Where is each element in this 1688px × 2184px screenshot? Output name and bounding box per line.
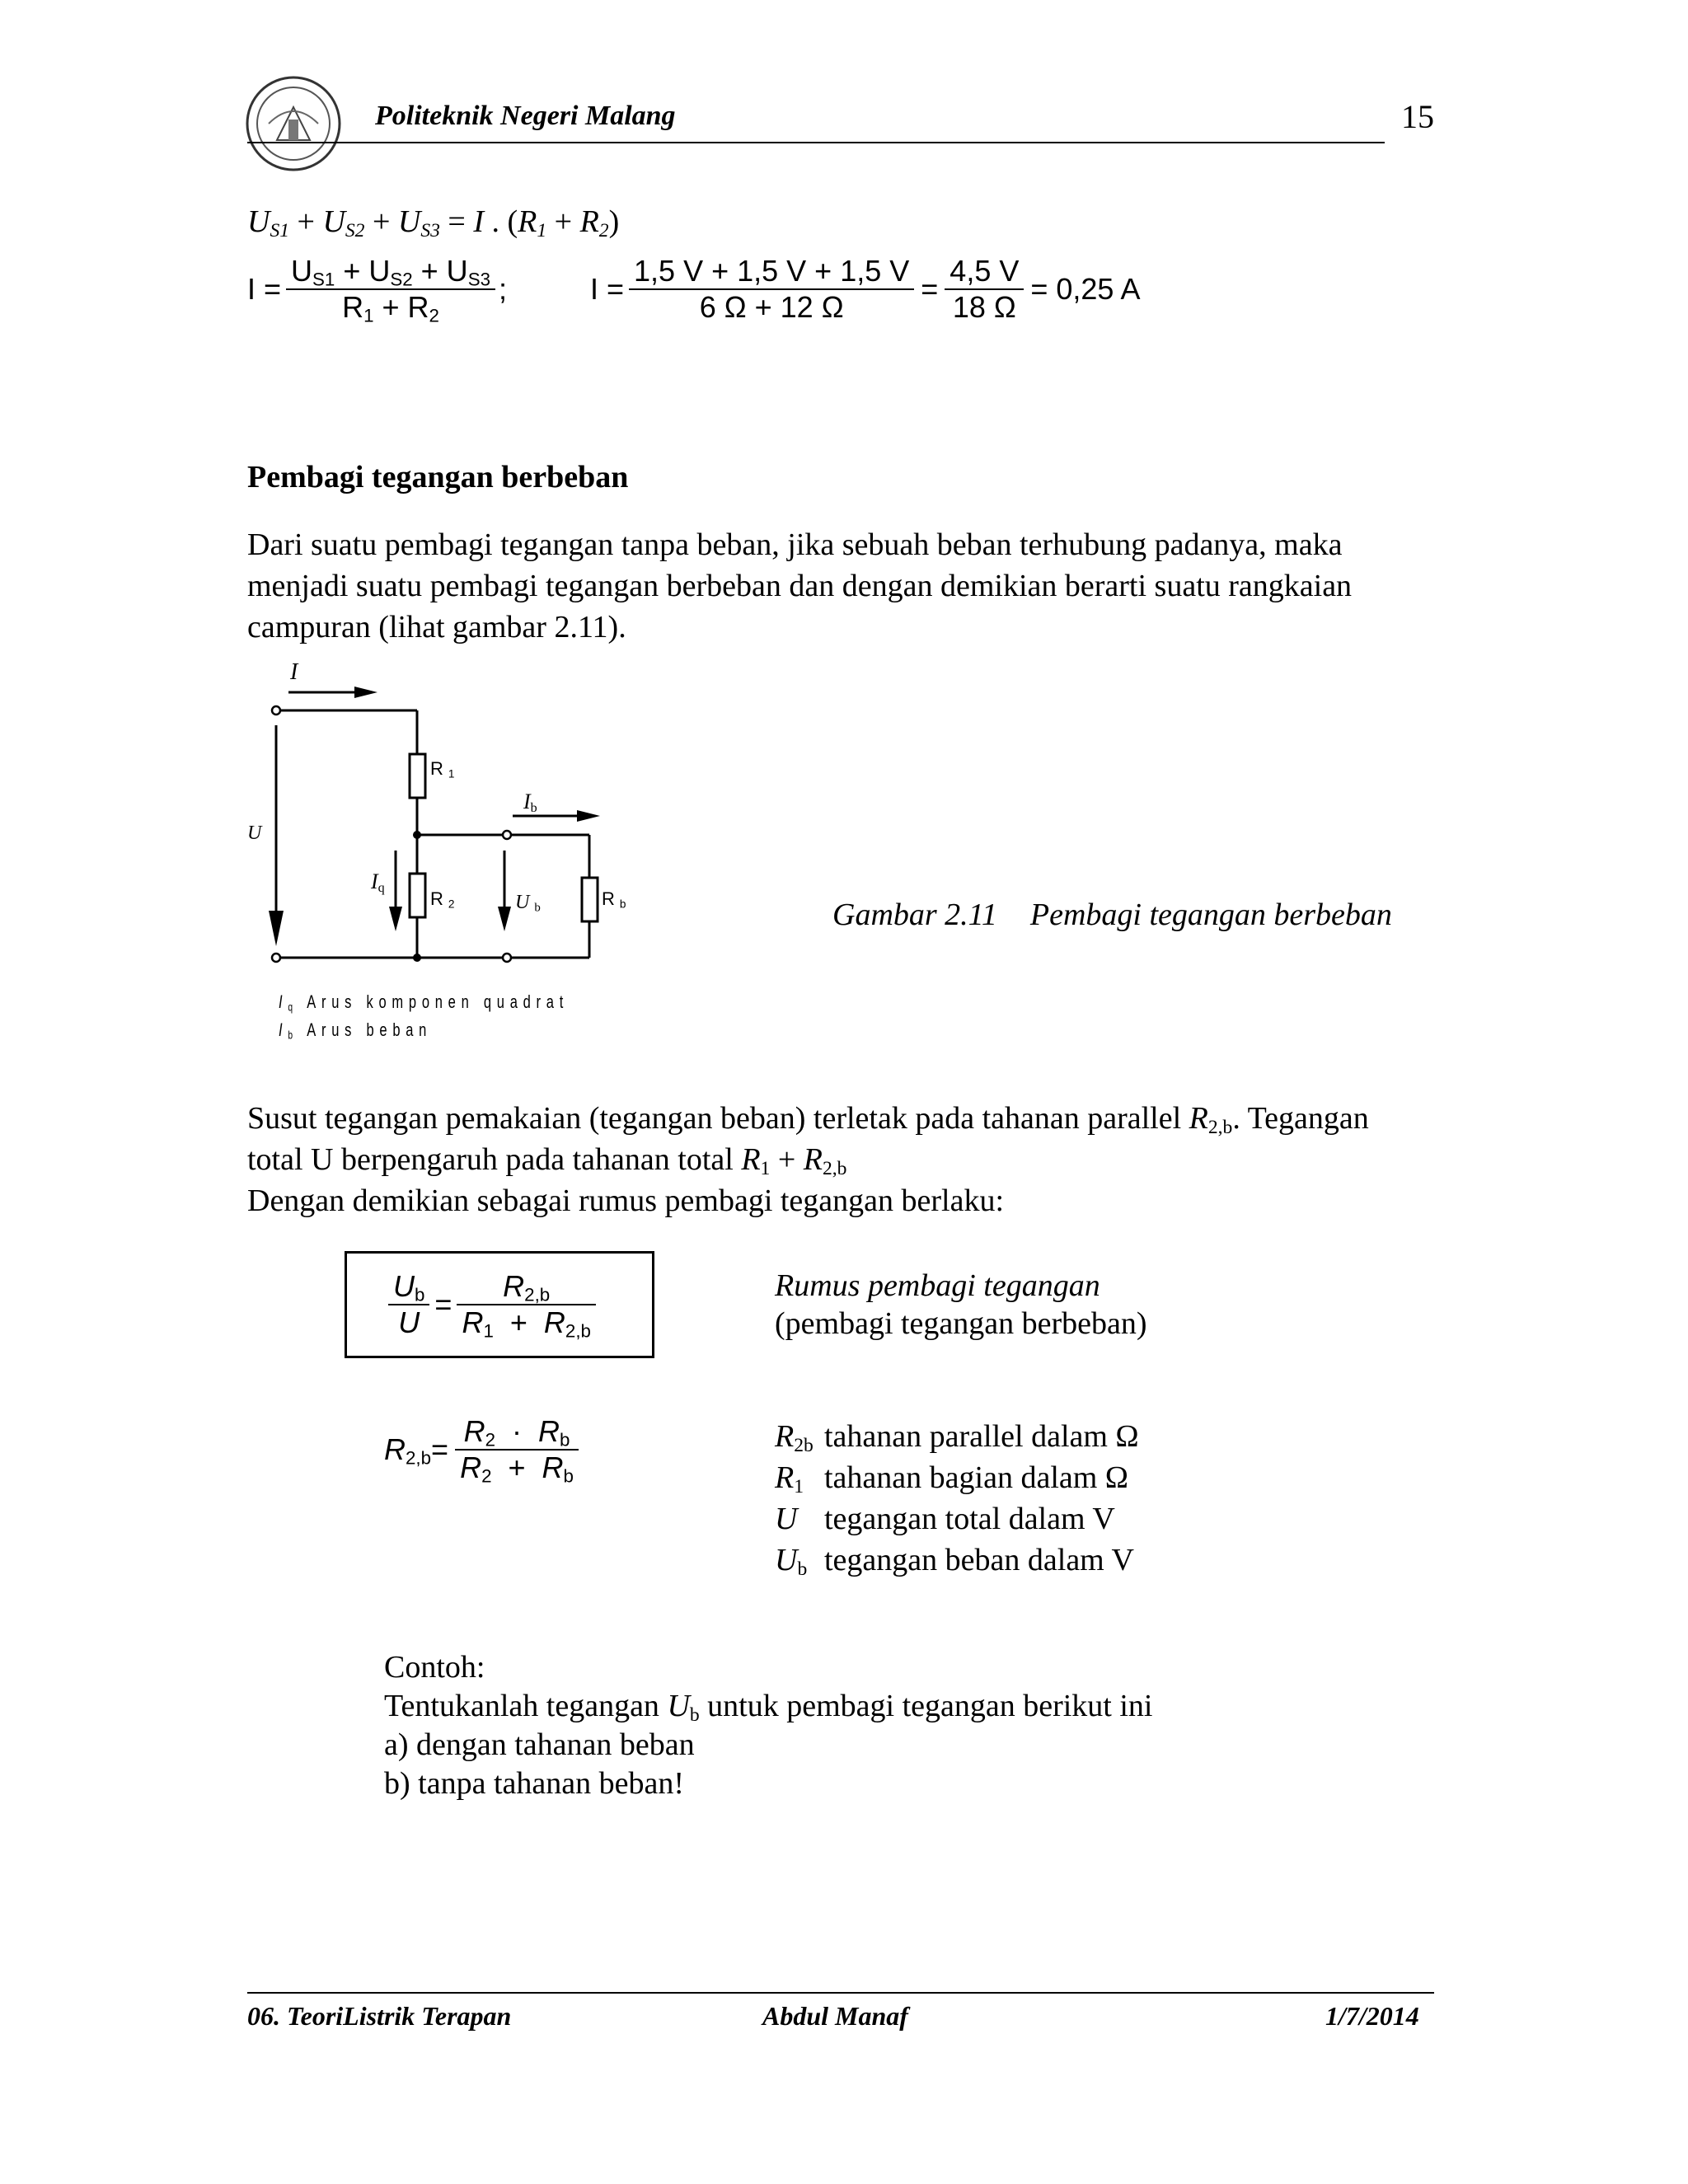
page-number: 15: [1401, 98, 1434, 135]
equation-kirchhoff: $U_{S1} + U_{S2} + U_{S3} = I$ . $(R_1 + R_2)$: [247, 204, 620, 241]
list-item: $U_b$ tegangan beban dalam V: [775, 1543, 1134, 1580]
header-logo: [244, 74, 343, 173]
label-voltage-total: U: [247, 823, 262, 844]
label-current-quadrat: $I_q$: [371, 869, 385, 896]
label-current-load: $I_b$: [523, 790, 537, 816]
label-r2: $R_2$: [430, 888, 460, 911]
formula-parallel-resistance: $R_{2,b}$ = $\frac{R_2 \cdot R_b}{R_2 + R_b}$: [384, 1414, 579, 1485]
legend-item: $I_q$ Arus komponen quadrat: [279, 991, 570, 1014]
figure-caption: Gambar 2.11 Pembagi tegangan berbeban: [832, 898, 1392, 932]
figure-legend: [279, 991, 665, 1047]
example-block: Contoh: Tentukanlah tegangan $U_b$ untuk pembagi tegangan berikut ini a) dengan tahanan beban b) tanpa tahanan beban!: [384, 1650, 1153, 1801]
section-heading: Pembagi tegangan berbeban: [247, 460, 629, 494]
formula-description: Rumus pembagi tegangan (pembagi tegangan berbeban): [775, 1268, 1147, 1341]
header-institution: Politeknik Negeri Malang: [375, 101, 676, 131]
label-voltage-load: $U_b$: [515, 892, 546, 915]
legend-item: $I_b$ Arus beban: [279, 1019, 433, 1042]
label-r1: $R_1$: [430, 758, 460, 780]
footer-author: Abdul Manaf: [762, 2001, 908, 2031]
footer-rule: [247, 1992, 1434, 1994]
equation-current-value: I = $\frac{1,5 V + 1,5 V + 1,5 V}{6 \Omega + 12 \Omega}$ = $\frac{4,5 V}{18 \Omega}$ = 0,25 A: [590, 254, 1141, 324]
label-current-total: I: [290, 659, 298, 685]
list-item: $R_{2b}$ tahanan parallel dalam Ω: [775, 1419, 1139, 1456]
paragraph-load-voltage: Susut tegangan pemakaian (tegangan beban) terletak pada tahanan parallel $R_{2,b}$. Tegangan total U berpengaruh pada tahanan total $R_1 + R_{2,b}$ Dengan demikian sebagai rumus pembagi tegangan berlaku:: [247, 1101, 1369, 1218]
footer-date: 1/7/2014: [1325, 2001, 1419, 2031]
paragraph-intro: Dari suatu pembagi tegangan tanpa beban, jika sebuah beban terhubung padanya, maka menjadi suatu pembagi tegangan berbeban dan dengan demikian berarti suatu rangkaian campuran (lihat gambar 2.11).: [247, 527, 1353, 644]
footer-course: 06. TeoriListrik Terapan: [247, 2001, 512, 2031]
symbol-list: [775, 1416, 1139, 1581]
label-rb: $R_b$: [602, 888, 631, 911]
equation-current-formula: I = $\frac{U_{S1} + U_{S2} + U_{S3}}{R_1 + R_2}$ ;: [247, 254, 507, 326]
list-item: $R_1$ tahanan bagian dalam Ω: [775, 1460, 1129, 1497]
list-item: U tegangan total dalam V: [775, 1502, 1115, 1536]
header-rule: [247, 142, 1385, 143]
formula-voltage-divider-box: $\frac{U_b}{U}$ = $\frac{R_{2,b}}{R_1 + R_{2,b}}$: [345, 1251, 654, 1358]
